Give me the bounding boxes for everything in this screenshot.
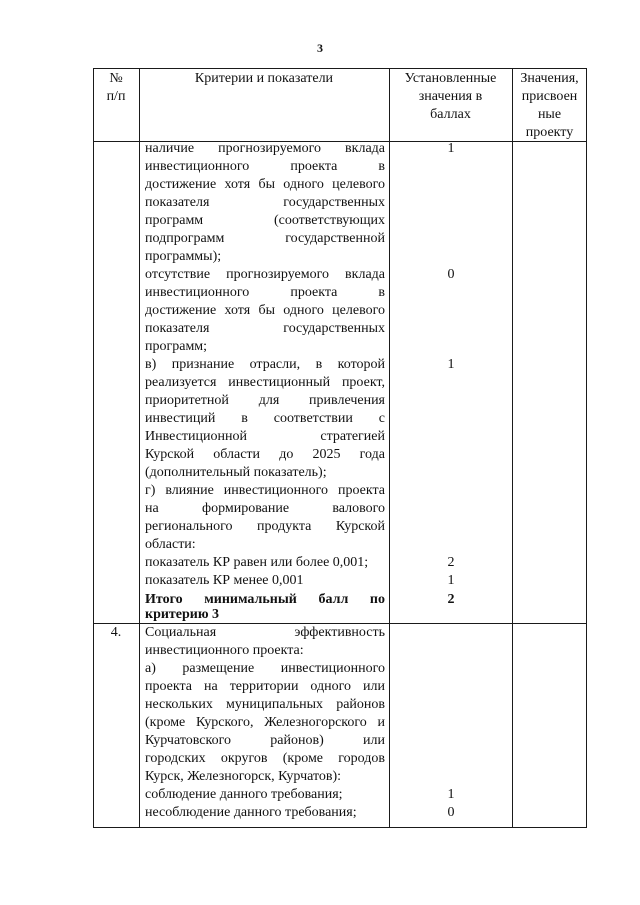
criteria-line: инвестиций в соответствии с xyxy=(145,411,385,426)
row-number: 4. xyxy=(110,625,122,640)
criteria-line: (дополнительный показатель); xyxy=(145,465,327,480)
criteria-line: нескольких муниципальных районов xyxy=(145,697,385,712)
header-assigned xyxy=(512,70,587,142)
score-value: 0 xyxy=(447,267,455,282)
score-value: 0 xyxy=(447,805,455,820)
criteria-line: показатель КР менее 0,001 xyxy=(145,573,304,588)
page-number: 3 xyxy=(317,41,323,55)
criteria-line: а) размещение инвестиционного xyxy=(145,661,385,676)
header-num xyxy=(93,70,139,106)
header-scores xyxy=(389,70,512,124)
header-assigned-line: Значения, xyxy=(520,71,579,86)
score-value: 2 xyxy=(447,555,455,570)
criteria-line: достижение хотя бы одного целевого xyxy=(145,177,385,192)
criteria-line: программы); xyxy=(145,249,222,264)
header-scores-line: Установленные xyxy=(404,71,497,86)
header-num-line: п/п xyxy=(106,89,126,104)
score-value: 1 xyxy=(447,141,455,156)
column-divider-criteria xyxy=(389,68,390,828)
column-divider-num xyxy=(139,68,140,828)
criteria-line: показатель КР равен или более 0,001; xyxy=(145,555,369,570)
criteria-line: отсутствие прогнозируемого вклада xyxy=(145,267,385,282)
criteria-line: программ (соответствующих xyxy=(145,213,385,228)
criteria-line: программ; xyxy=(145,339,208,354)
criteria-line: городских округов (кроме городов xyxy=(145,751,385,766)
header-assigned-line: ные xyxy=(537,107,562,122)
criteria-line: несоблюдение данного требования; xyxy=(145,805,357,820)
header-scores-line: баллах xyxy=(430,107,471,122)
criteria-line: области: xyxy=(145,537,196,552)
criteria-line: достижение хотя бы одного целевого xyxy=(145,303,385,318)
criteria-line: Социальная эффективность xyxy=(145,625,385,640)
total-label-line: критерию 3 xyxy=(145,607,220,622)
criteria-line: инвестиционного проекта: xyxy=(145,643,304,658)
header-scores-line: значения в xyxy=(418,89,483,104)
header-assigned-line: присвоен xyxy=(521,89,578,104)
header-num-line: № xyxy=(109,71,123,86)
total-score-value: 2 xyxy=(447,592,455,607)
criteria-line: инвестиционного проекта в xyxy=(145,159,385,174)
criteria-line: инвестиционного проекта в xyxy=(145,285,385,300)
criteria-line: в) признание отрасли, в которой xyxy=(145,357,385,372)
score-value: 1 xyxy=(447,357,455,372)
criteria-line: соблюдение данного требования; xyxy=(145,787,343,802)
score-value: 1 xyxy=(447,573,455,588)
header-criteria: Критерии и показатели xyxy=(194,71,334,86)
criteria-line: показателя государственных xyxy=(145,321,385,336)
criteria-line: реализуется инвестиционный проект, xyxy=(145,375,385,390)
criteria-line: Курской области до 2025 года xyxy=(145,447,385,462)
score-value: 1 xyxy=(447,787,455,802)
criteria-line: наличие прогнозируемого вклада xyxy=(145,141,385,156)
total-label-line: Итого минимальный балл по xyxy=(145,592,385,607)
criteria-line: Курск, Железногорск, Курчатов): xyxy=(145,769,342,784)
criteria-line: подпрограмм государственной xyxy=(145,231,385,246)
criteria-line: на формирование валового xyxy=(145,501,385,516)
criteria-line: приоритетной для привлечения xyxy=(145,393,385,408)
criteria-line: (кроме Курского, Железногорского и xyxy=(145,715,385,730)
criteria-line: Курчатовского районов) или xyxy=(145,733,385,748)
criteria-line: проекта на территории одного или xyxy=(145,679,385,694)
header-assigned-line: проекту xyxy=(525,125,574,140)
criteria-line: Инвестиционной стратегией xyxy=(145,429,385,444)
criteria-line: г) влияние инвестиционного проекта xyxy=(145,483,385,498)
criteria-line: показателя государственных xyxy=(145,195,385,210)
criteria-line: регионального продукта Курской xyxy=(145,519,385,534)
column-divider-scores xyxy=(512,68,513,828)
